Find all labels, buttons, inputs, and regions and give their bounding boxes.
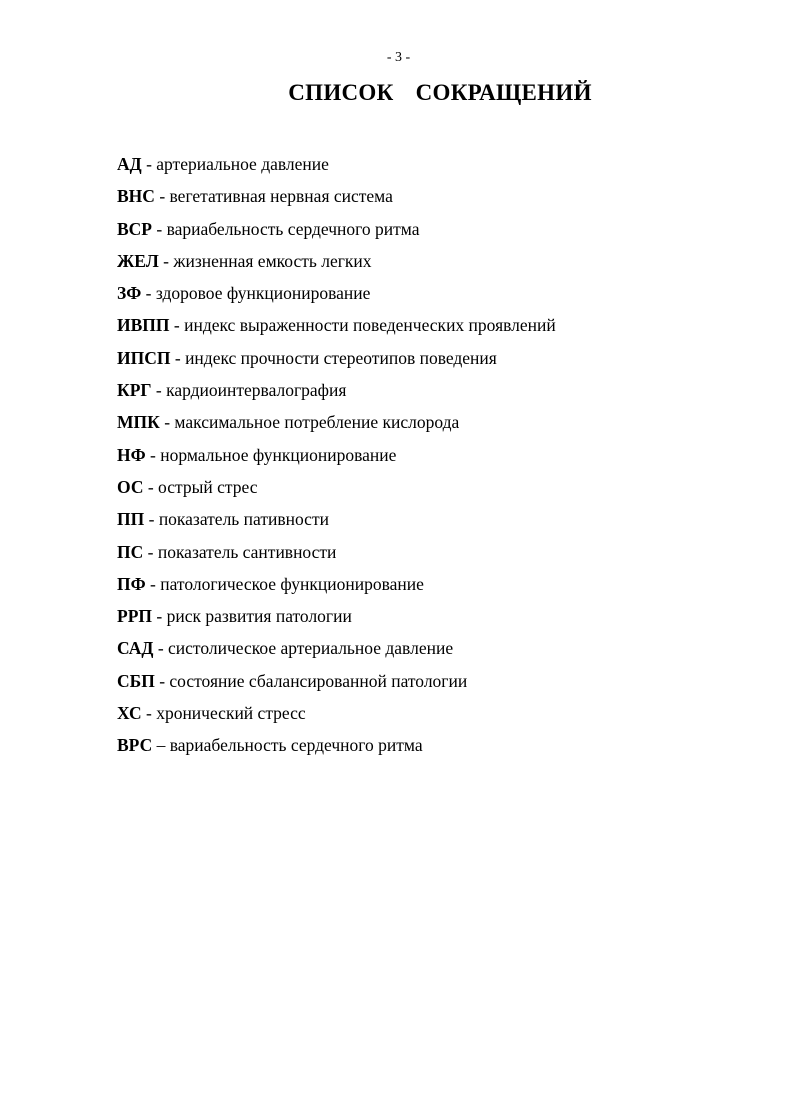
separator: - (154, 670, 170, 691)
abbreviation: ВРС (117, 735, 153, 756)
abbreviation: НФ (117, 444, 146, 465)
list-item (117, 602, 777, 634)
definition: максимальное потребление кислорода (174, 412, 460, 433)
page-title (0, 76, 797, 110)
abbreviation: ПС (117, 541, 144, 562)
definition: артериальное давление (156, 154, 329, 174)
list-item (117, 634, 777, 666)
title-word-2: СОКРАЩЕНИЙ (415, 80, 592, 105)
definition: вегетативная нервная система (169, 186, 393, 207)
separator: - (158, 250, 174, 271)
abbreviation: САД (117, 638, 154, 659)
separator: - (153, 638, 169, 659)
definition: кардиоинтервалография (166, 380, 347, 401)
abbreviation: ЗФ (117, 283, 142, 304)
separator: - (144, 509, 159, 530)
list-item (117, 247, 777, 279)
definition: вариабельность сердечного ритма (169, 735, 423, 756)
list-item (117, 667, 777, 699)
abbreviation: ВСР (117, 218, 152, 239)
abbreviation: ПП (117, 509, 145, 530)
list-item (117, 279, 777, 311)
page-number: - 3 - (386, 50, 411, 65)
list-item (117, 150, 777, 182)
definition: риск развития патологии (166, 606, 352, 627)
abbreviation: ЖЕЛ (117, 250, 159, 271)
list-item (117, 311, 777, 343)
abbreviation: ВНС (117, 186, 155, 207)
list-item (117, 699, 777, 731)
separator: - (141, 283, 156, 304)
list-item (117, 441, 777, 473)
definition: состояние сбалансированной патологии (169, 670, 468, 691)
list-item (117, 570, 777, 602)
list-item (117, 731, 777, 763)
list-item (117, 473, 777, 505)
list-item (117, 376, 777, 408)
definition: вариабельность сердечного ритма (166, 218, 420, 239)
abbreviation: ИПСП (117, 347, 171, 368)
separator: - (159, 412, 175, 433)
abbreviation: ХС (117, 703, 142, 724)
separator: - (143, 541, 158, 562)
definition: здоровое функционирование (155, 283, 371, 304)
separator: - (152, 218, 167, 239)
separator: - (152, 606, 167, 627)
list-item (117, 538, 777, 570)
list-item (117, 408, 777, 440)
abbreviation: ПФ (117, 573, 146, 594)
separator: - (141, 154, 157, 174)
definition: нормальное функционирование (160, 444, 397, 465)
definition: жизненная емкость легких (173, 250, 372, 271)
list-item (117, 215, 777, 247)
separator: - (145, 444, 161, 465)
separator: - (154, 186, 170, 207)
separator: - (170, 347, 186, 368)
abbreviation: ИВПП (117, 315, 170, 336)
title-word-1: СПИСОК (288, 80, 394, 105)
definition: показатель сантивности (157, 541, 337, 562)
separator: - (169, 315, 185, 336)
list-item (117, 344, 777, 376)
definition: острый стрес (158, 476, 258, 497)
separator: - (151, 380, 167, 401)
abbreviation: ОС (117, 476, 144, 497)
definition: патологическое функционирование (160, 573, 424, 594)
list-item (117, 505, 777, 537)
separator: - (143, 476, 159, 497)
abbreviation: АД (117, 154, 142, 174)
abbreviation: МПК (117, 412, 160, 433)
definition: индекс выраженности поведенческих проявлений (184, 315, 556, 336)
abbreviation: КРГ (117, 380, 152, 401)
abbreviation: РРП (117, 606, 152, 627)
separator: – (152, 735, 170, 756)
abbreviation: СБП (117, 670, 155, 691)
definition: показатель пативности (158, 509, 329, 530)
separator: - (145, 573, 161, 594)
definition: хронический стресс (156, 703, 306, 724)
list-item (117, 182, 777, 214)
definition: индекс прочности стереотипов поведения (185, 347, 497, 368)
definition: систолическое артериальное давление (168, 638, 454, 659)
separator: - (141, 703, 157, 724)
abbreviations-list (117, 150, 777, 764)
